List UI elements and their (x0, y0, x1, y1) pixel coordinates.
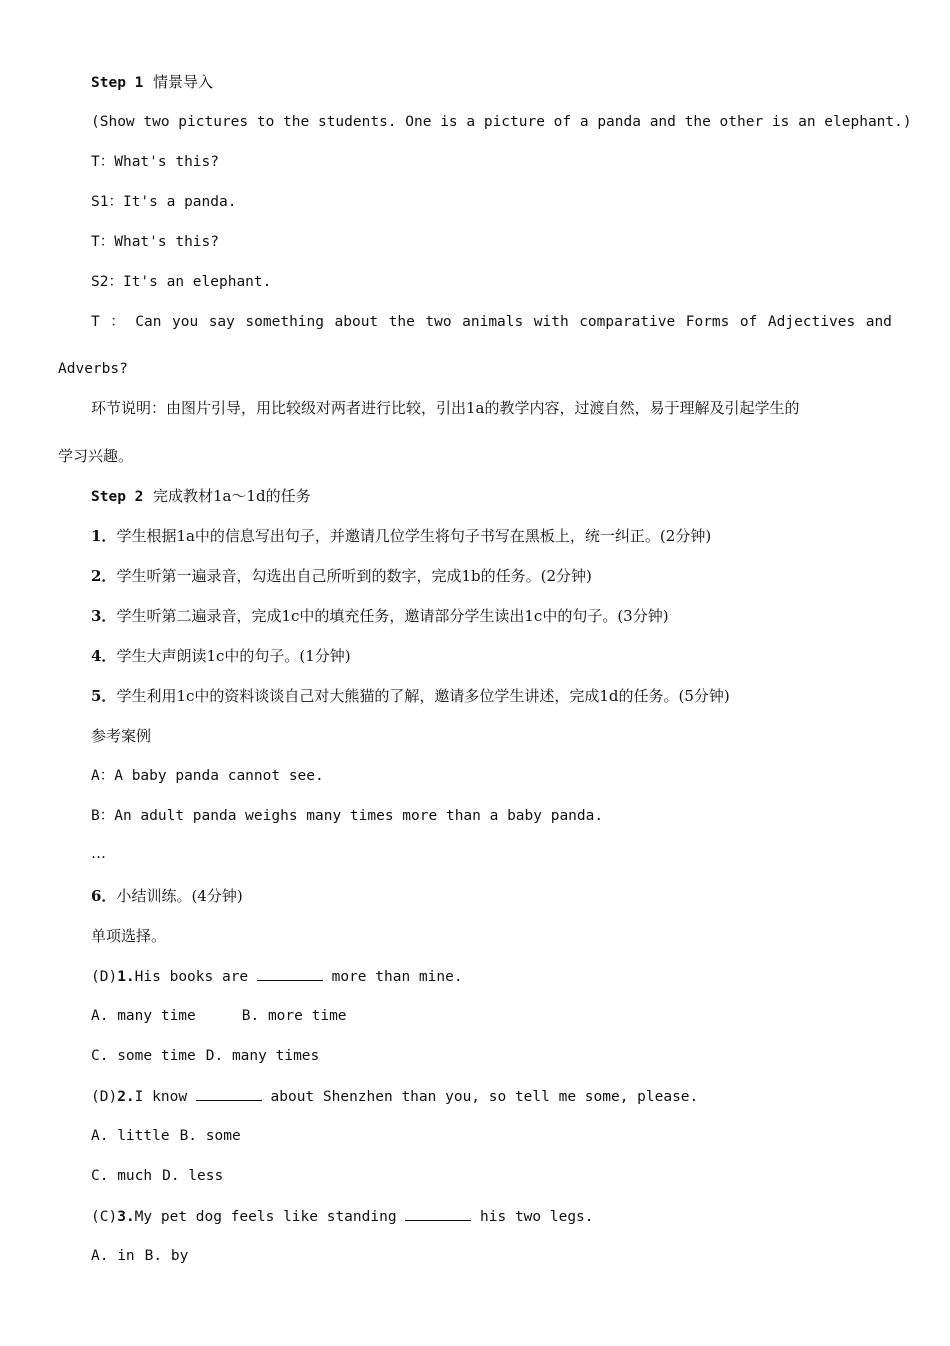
option: C. some time (91, 1048, 196, 1064)
options-line (91, 1006, 347, 1026)
example-title: 参考案例 (91, 727, 152, 745)
question-word: Adjectives (767, 314, 856, 330)
task-item: 1．学生根据1a中的信息写出句子，并邀请几位学生将句子书写在黑板上，统一纠正。(2分钟) (91, 527, 712, 545)
options-line (91, 1166, 223, 1186)
answer-key: (C) (91, 1209, 118, 1225)
question-word: say (208, 314, 235, 330)
step1-heading (91, 72, 213, 93)
option: D. less (162, 1168, 224, 1184)
option: C. much (91, 1168, 153, 1184)
dialog-line: T：What's this? (91, 154, 219, 170)
option: B. by (144, 1248, 189, 1264)
question-word: of (739, 314, 758, 330)
dialog-line: S1：It's a panda. (91, 194, 237, 210)
option: B. some (179, 1128, 241, 1144)
question-word: about (334, 314, 379, 330)
question-word: Forms (685, 314, 730, 330)
question-word: something (245, 314, 324, 330)
step2-title: 完成教材1a～1d的任务 (152, 487, 311, 505)
options-line (91, 1246, 188, 1266)
option: A. little (91, 1128, 170, 1144)
option: B. more time (241, 1008, 347, 1024)
answer-blank (405, 1206, 471, 1221)
example-line: A：A baby panda cannot see. (91, 768, 324, 784)
task-item: 6．小结训练。(4分钟) (91, 887, 243, 905)
question-word: the (388, 314, 415, 330)
teacher-question-end: Adverbs? (58, 361, 128, 377)
option: D. many times (205, 1048, 320, 1064)
step2-label: Step 2 (91, 489, 144, 505)
option: A. in (91, 1248, 135, 1264)
ellipsis: … (91, 844, 106, 862)
question-1: (D)1.His books are more than mine. (91, 966, 463, 987)
step1-intro: (Show two pictures to the students. One is a picture of a panda and the other is an elephant.) (91, 114, 912, 130)
dialog-line: T：What's this? (91, 234, 219, 250)
answer-key: (D) (91, 1089, 118, 1105)
option: A. many time (91, 1008, 196, 1024)
question-word: T (91, 314, 100, 330)
step1-note-continued: 学习兴趣。 (58, 447, 134, 465)
question-word: Can (135, 314, 162, 330)
task-item: 5．学生利用1c中的资料谈谈自己对大熊猫的了解，邀请多位学生讲述，完成1d的任务。(5分钟) (91, 687, 730, 705)
step1-note: 环节说明：由图片引导，用比较级对两者进行比较，引出1a的教学内容，过渡自然，易于理解及引起学生的 (91, 399, 800, 417)
choice-title: 单项选择。 (91, 927, 167, 945)
question-word: and (865, 314, 892, 330)
teacher-question (91, 312, 892, 332)
question-word: comparative (579, 314, 676, 330)
question-word: ： (110, 314, 125, 330)
task-item: 3．学生听第二遍录音，完成1c中的填充任务，邀请部分学生读出1c中的句子。(3分钟) (91, 607, 669, 625)
question-2: (D)2.I know about Shenzhen than you, so tell me some, please. (91, 1086, 698, 1107)
answer-blank (196, 1086, 262, 1101)
question-word: two (425, 314, 452, 330)
question-word: with (533, 314, 569, 330)
example-line: B：An adult panda weighs many times more than a baby panda. (91, 808, 604, 824)
answer-key: (D) (91, 969, 118, 985)
step2-heading (91, 486, 311, 507)
question-word: you (171, 314, 199, 330)
step1-label: Step 1 (91, 75, 144, 91)
answer-blank (257, 966, 323, 981)
options-line (91, 1126, 241, 1146)
step1-title: 情景导入 (152, 73, 213, 91)
task-item: 4．学生大声朗读1c中的句子。(1分钟) (91, 647, 351, 665)
task-item: 2．学生听第一遍录音，勾选出自己所听到的数字，完成1b的任务。(2分钟) (91, 567, 592, 585)
question-word: animals (462, 314, 524, 330)
dialog-line: S2：It's an elephant. (91, 274, 272, 290)
options-line (91, 1046, 319, 1066)
question-3: (C)3.My pet dog feels like standing his two legs. (91, 1206, 594, 1227)
